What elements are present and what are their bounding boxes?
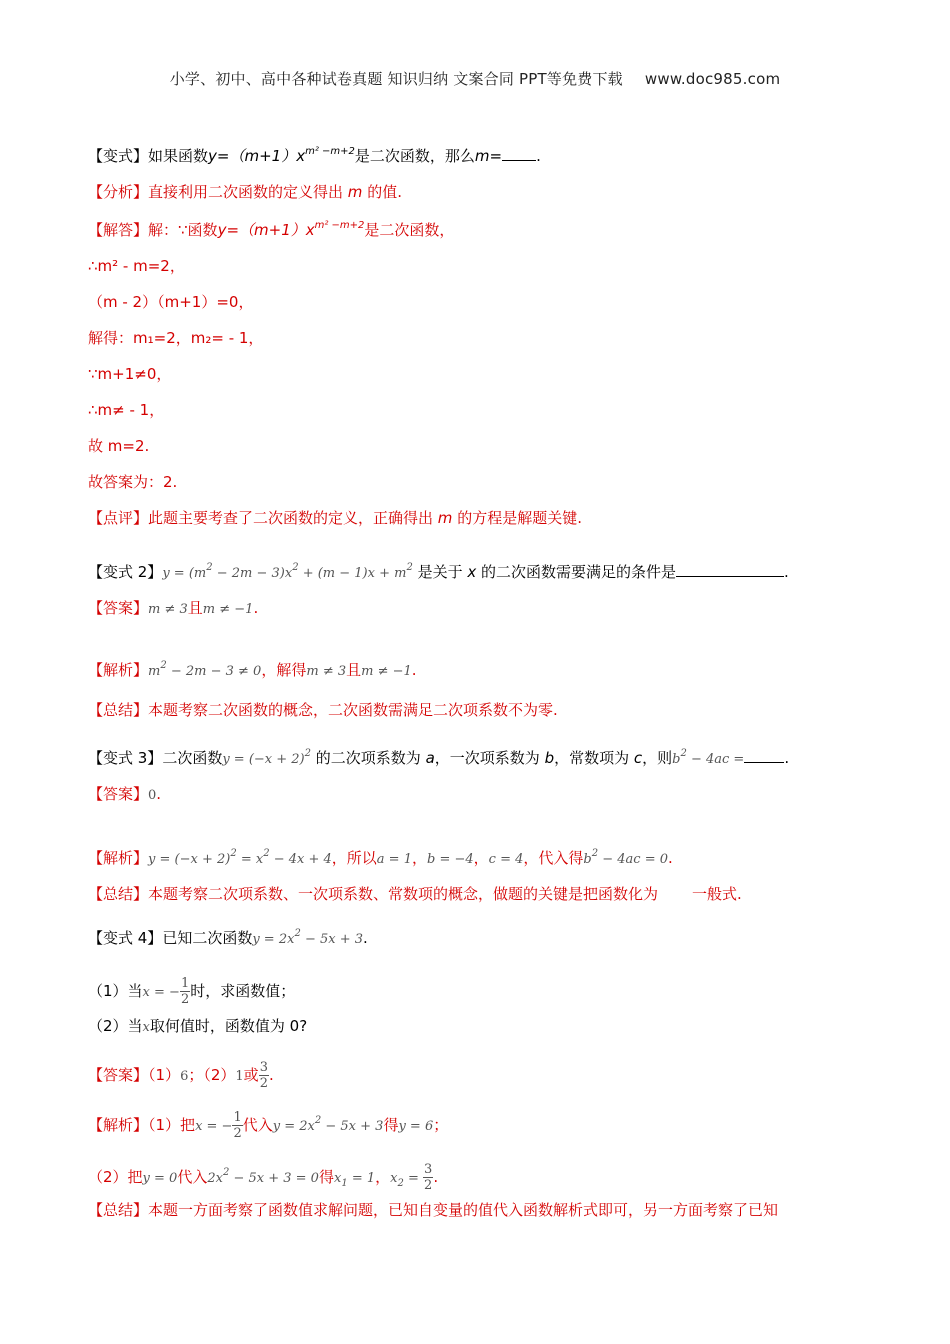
b2-answer: 【答案】m ≠ 3且m ≠ −1.: [88, 599, 259, 617]
b3-q-tag: 【变式 3】: [88, 749, 163, 767]
b1-comment-end: 的方程是解题关键.: [457, 509, 582, 527]
b1-step-4: ∵m+1≠0，: [88, 365, 172, 383]
b1-comment-tag: 【点评】: [88, 509, 149, 527]
b1-q-text-a: 如果函数: [148, 147, 209, 165]
b1-sol-b: 是二次函数，: [364, 221, 455, 239]
b1-formula: $y=(m+1)x^{m^2 -m+2}$: [208, 146, 355, 165]
page-header: [0, 68, 950, 89]
b1-q-text-b: 是二次函数，那么: [354, 147, 475, 165]
b3-expl-so: ，所以: [331, 849, 377, 867]
b2-summary: [88, 700, 558, 720]
b1-solution: [88, 220, 454, 243]
b3-expl-tag: 【解析】: [88, 849, 149, 867]
b3-formula: $y = (-x + 2)^2$: [222, 748, 312, 767]
b3-expl-sub: ，代入得: [523, 849, 584, 867]
b4-expl-tag: 【解析】: [88, 1116, 149, 1134]
b4-formula: $y = 2x^2 - 5x + 3$: [252, 928, 364, 947]
b1-sol-tag: 【解答】: [88, 221, 149, 239]
b4-expl-c: 得: [383, 1116, 399, 1134]
b3-answer: 【答案】0.: [88, 785, 162, 803]
b4-p2-b: 取何值时，函数值为 0?: [149, 1017, 308, 1035]
header-text: 小学、初中、高中各种试卷真题 知识归纳 文案合同 PPT等免费下载: [169, 70, 623, 88]
b3-ans-tag: 【答案】: [88, 785, 149, 803]
b2-expl-tag: 【解析】: [88, 661, 149, 679]
b2-answer-blank: [676, 562, 784, 577]
b4-p2-a: （2）当: [88, 1017, 143, 1035]
b4-question: 【变式 4】已知二次函数$y = 2x^2 - 5x + 3$.: [88, 928, 368, 947]
header-site: www.doc985.com: [644, 70, 781, 88]
b4-expl-a: （1）把: [148, 1116, 196, 1134]
b4-e2-c: 得: [318, 1168, 334, 1186]
b3-ans-value: 0: [148, 788, 157, 803]
b1-analysis: 【分析】直接利用二次函数的定义得出 m 的值.: [88, 183, 402, 201]
b4-sum-tag: 【总结】: [88, 1201, 149, 1219]
b4-ans-1: （1）: [148, 1066, 181, 1084]
b1-analysis-text: 直接利用二次函数的定义得出: [148, 183, 344, 201]
b1-q-tag: 【变式】: [88, 147, 149, 165]
b4-p1-a: （1）当: [88, 982, 143, 1000]
b1-comment-text: 此题主要考查了二次函数的定义，正确得出: [148, 509, 434, 527]
b3-q-e: ，则: [642, 749, 673, 767]
b2-expl-mid: ，解得: [261, 661, 307, 679]
b1-comment: 【点评】此题主要考查了二次函数的定义，正确得出 m 的方程是解题关键.: [88, 509, 582, 527]
b2-q-tail: 是关于: [417, 563, 463, 581]
b3-sum-text: 本题考察二次项系数、一次项系数、常数项的概念，做题的关键是把函数化为: [148, 885, 659, 903]
b4-explanation-2: （2）把y = 0代入$2x^2 - 5x + 3 = 0$得$x_1 = 1$，$x_2$ = $\frac{3}{2}$ .: [88, 1162, 439, 1193]
b2-question: 【变式 2】$y = (m^2 - 2m - 3)x^2 + (m - 1)x + m^2$ 是关于 x 的二次函数需要满足的条件是 .: [88, 562, 789, 581]
b2-q-tag: 【变式 2】: [88, 563, 163, 581]
b4-ans-2: ；（2）: [188, 1066, 236, 1084]
b4-q-a: 已知二次函数: [162, 929, 253, 947]
b4-summary: [88, 1200, 778, 1220]
b4-q-tag: 【变式 4】: [88, 929, 163, 947]
b4-part-2: （2）当x取何值时，函数值为 0?: [88, 1017, 308, 1035]
b4-expl-b: 代入: [242, 1116, 273, 1134]
b2-ans-and: 且: [187, 599, 203, 617]
b4-e2-b: 代入: [177, 1168, 208, 1186]
b1-analysis-end: 的值.: [367, 183, 402, 201]
b2-sum-text: 本题考察二次函数的概念，二次函数需满足二次项系数不为零.: [148, 701, 558, 719]
b1-sol-formula: $y=(m+1)x^{m^2 -m+2}$: [217, 220, 365, 239]
b3-summary: [88, 884, 742, 904]
b3-q-b: 的二次项系数为: [315, 749, 421, 767]
b3-question: 【变式 3】二次函数$y = (-x + 2)^2$ 的二次项系数为 a，一次项系数为 b，常数项为 c，则$b^2 - 4ac$ = .: [88, 748, 790, 767]
b1-step-1: ∴m² - m=2，: [88, 257, 185, 275]
b3-answer-blank: [744, 748, 784, 763]
b2-q-tail2: 的二次函数需要满足的条件是: [481, 563, 677, 581]
b1-step-5: ∴m≠ - 1，: [88, 401, 165, 419]
b1-answer-blank: [502, 146, 536, 161]
b2-formula: $y = (m^2 - 2m - 3)x^2 + (m - 1)x + m^2$: [162, 562, 413, 581]
b4-e2-a: （2）把: [88, 1168, 143, 1186]
b1-step-3: 解得：m₁=2，m₂= - 1，: [88, 329, 264, 347]
b2-ans-tag: 【答案】: [88, 599, 149, 617]
b1-step-6: 故 m=2.: [88, 437, 150, 455]
b3-q-d: ，常数项为: [554, 749, 630, 767]
b1-sol-a: 解：∵函数: [148, 221, 218, 239]
b3-explanation: 【解析】$y = (-x + 2)^2 = x^2 - 4x + 4$，所以a = 1，b = −4，c = 4，代入得$b^2 - 4ac = 0$.: [88, 848, 673, 867]
b4-ans-or: 或: [243, 1066, 259, 1084]
b4-part-1: （1）当x = − $\frac{1}{2}$ 时，求函数值；: [88, 976, 296, 1007]
b3-sum-tag: 【总结】: [88, 885, 149, 903]
b3-q-c: ，一次项系数为: [434, 749, 540, 767]
b3-sum-end: 一般式.: [692, 885, 742, 903]
b2-expl-and: 且: [346, 661, 362, 679]
b4-ans-tag: 【答案】: [88, 1066, 149, 1084]
b4-p1-b: 时，求函数值；: [190, 982, 296, 1000]
b4-sum-text: 本题一方面考察了函数值求解问题，已知自变量的值代入函数解析式即可，另一方面考察了已知: [148, 1201, 779, 1219]
b4-explanation-1: 【解析】（1）把x = − $\frac{1}{2}$ 代入$y = 2x^2 - 5x + 3$得y = 6；: [88, 1110, 449, 1141]
b1-step-2: （m - 2）（m+1）=0，: [88, 293, 254, 311]
b1-step-7: 故答案为：2.: [88, 473, 178, 491]
b2-sum-tag: 【总结】: [88, 701, 149, 719]
b3-q-a: 二次函数: [162, 749, 223, 767]
b2-explanation: 【解析】$m^2 - 2m - 3 \ne 0$，解得m ≠ 3且m ≠ −1.: [88, 660, 417, 679]
b4-answer: 【答案】（1）6；（2）1或 $\frac{3}{2}$ .: [88, 1060, 274, 1091]
b1-analysis-tag: 【分析】: [88, 183, 149, 201]
b1-question: 【变式】如果函数$y=(m+1)x^{m^2 -m+2}$是二次函数，那么m= .: [88, 146, 541, 165]
